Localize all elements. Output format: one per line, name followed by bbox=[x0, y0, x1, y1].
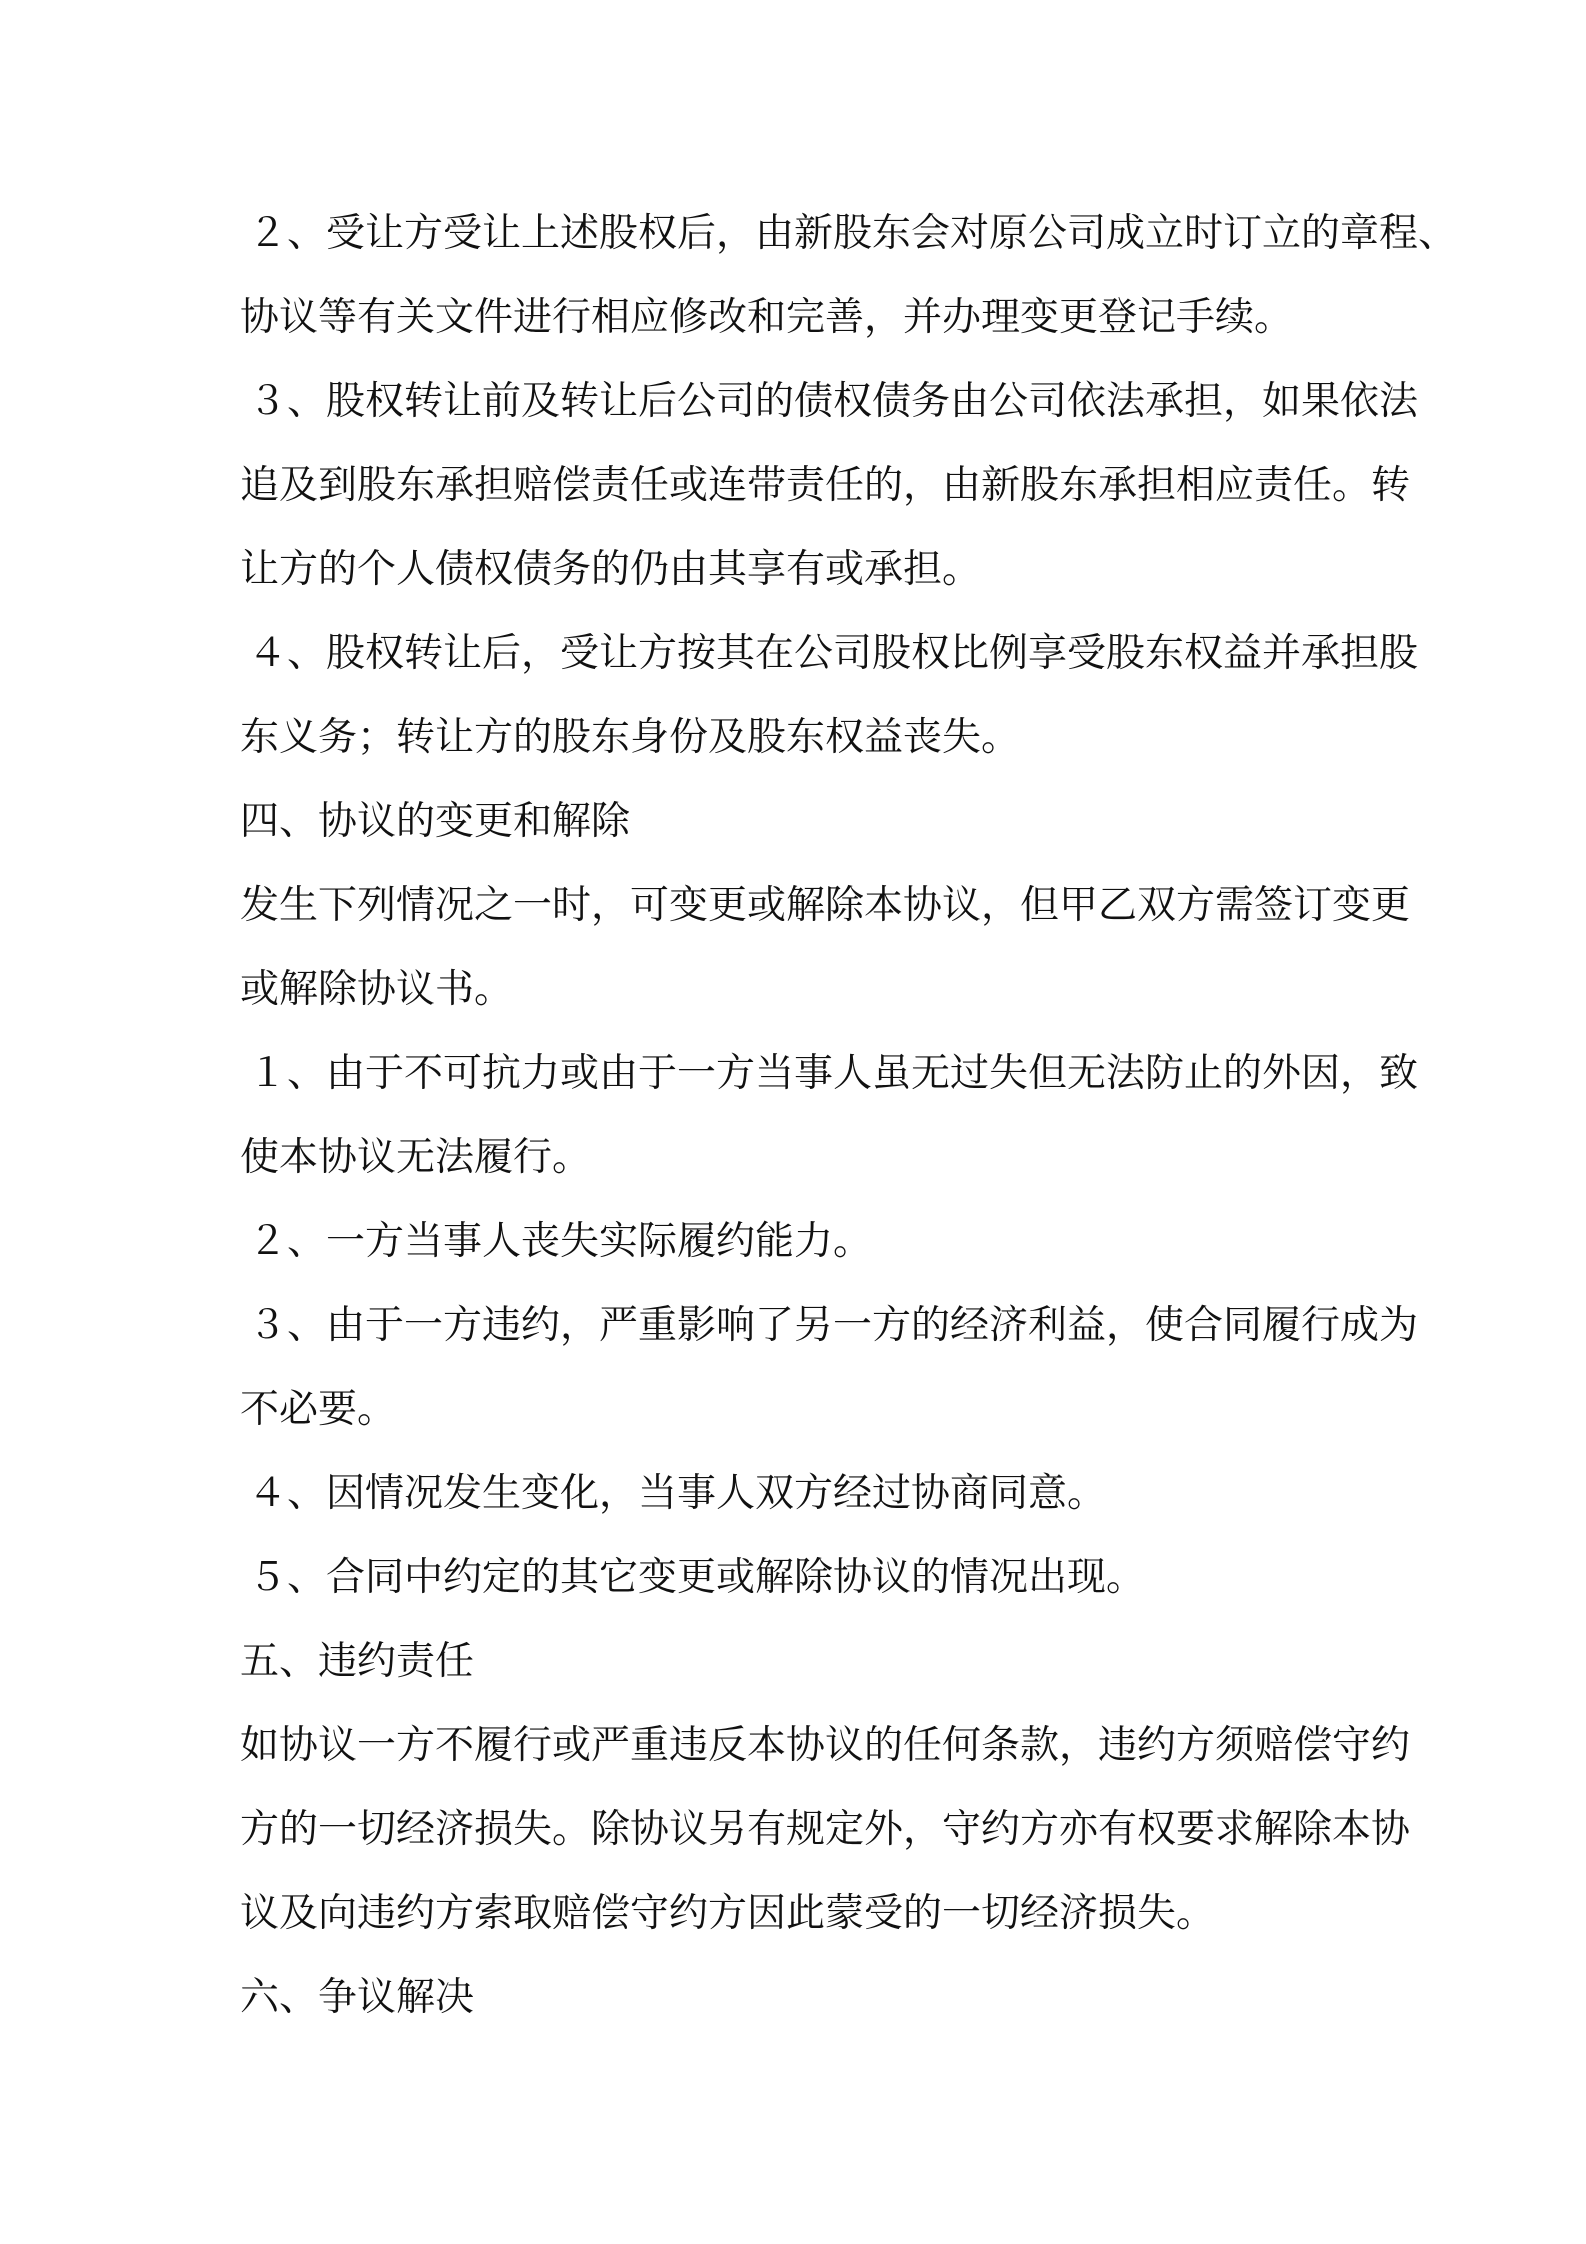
section-heading-5: 五、违约责任 bbox=[240, 1639, 475, 1684]
section-heading-6: 六、争议解决 bbox=[240, 1975, 475, 2020]
clause-3-line-1: ３、股权转让前及转让后公司的债权债务由公司依法承担，如果依法 bbox=[248, 379, 1419, 424]
item-1-line-1: １、由于不可抗力或由于一方当事人虽无过失但无法防止的外因，致 bbox=[248, 1051, 1419, 1096]
section-5-line-2: 方的一切经济损失。除协议另有规定外，守约方亦有权要求解除本协 bbox=[240, 1807, 1411, 1852]
clause-4-line-2: 东义务；转让方的股东身份及股东权益丧失。 bbox=[240, 715, 1021, 760]
clause-2-line-1: ２、受让方受让上述股权后，由新股东会对原公司成立时订立的章程、 bbox=[248, 211, 1458, 256]
item-4-line-1: ４、因情况发生变化，当事人双方经过协商同意。 bbox=[248, 1471, 1107, 1516]
section-5-line-3: 议及向违约方索取赔偿守约方因此蒙受的一切经济损失。 bbox=[240, 1891, 1216, 1936]
clause-2-line-2: 协议等有关文件进行相应修改和完善，并办理变更登记手续。 bbox=[240, 295, 1294, 340]
item-2-line-1: ２、一方当事人丧失实际履约能力。 bbox=[248, 1219, 873, 1264]
item-1-line-2: 使本协议无法履行。 bbox=[240, 1135, 592, 1180]
clause-3-line-2: 追及到股东承担赔偿责任或连带责任的，由新股东承担相应责任。转 bbox=[240, 463, 1411, 508]
section-5-line-1: 如协议一方不履行或严重违反本协议的任何条款，违约方须赔偿守约 bbox=[240, 1723, 1411, 1768]
clause-4-line-1: ４、股权转让后，受让方按其在公司股权比例享受股东权益并承担股 bbox=[248, 631, 1419, 676]
item-3-line-2: 不必要。 bbox=[240, 1387, 397, 1432]
section-heading-4: 四、协议的变更和解除 bbox=[240, 799, 631, 844]
item-5-line-1: ５、合同中约定的其它变更或解除协议的情况出现。 bbox=[248, 1555, 1146, 1600]
section-4-intro-line-1: 发生下列情况之一时，可变更或解除本协议，但甲乙双方需签订变更 bbox=[240, 883, 1411, 928]
section-4-intro-line-2: 或解除协议书。 bbox=[240, 967, 514, 1012]
clause-3-line-3: 让方的个人债权债务的仍由其享有或承担。 bbox=[240, 547, 982, 592]
item-3-line-1: ３、由于一方违约，严重影响了另一方的经济利益，使合同履行成为 bbox=[248, 1303, 1419, 1348]
